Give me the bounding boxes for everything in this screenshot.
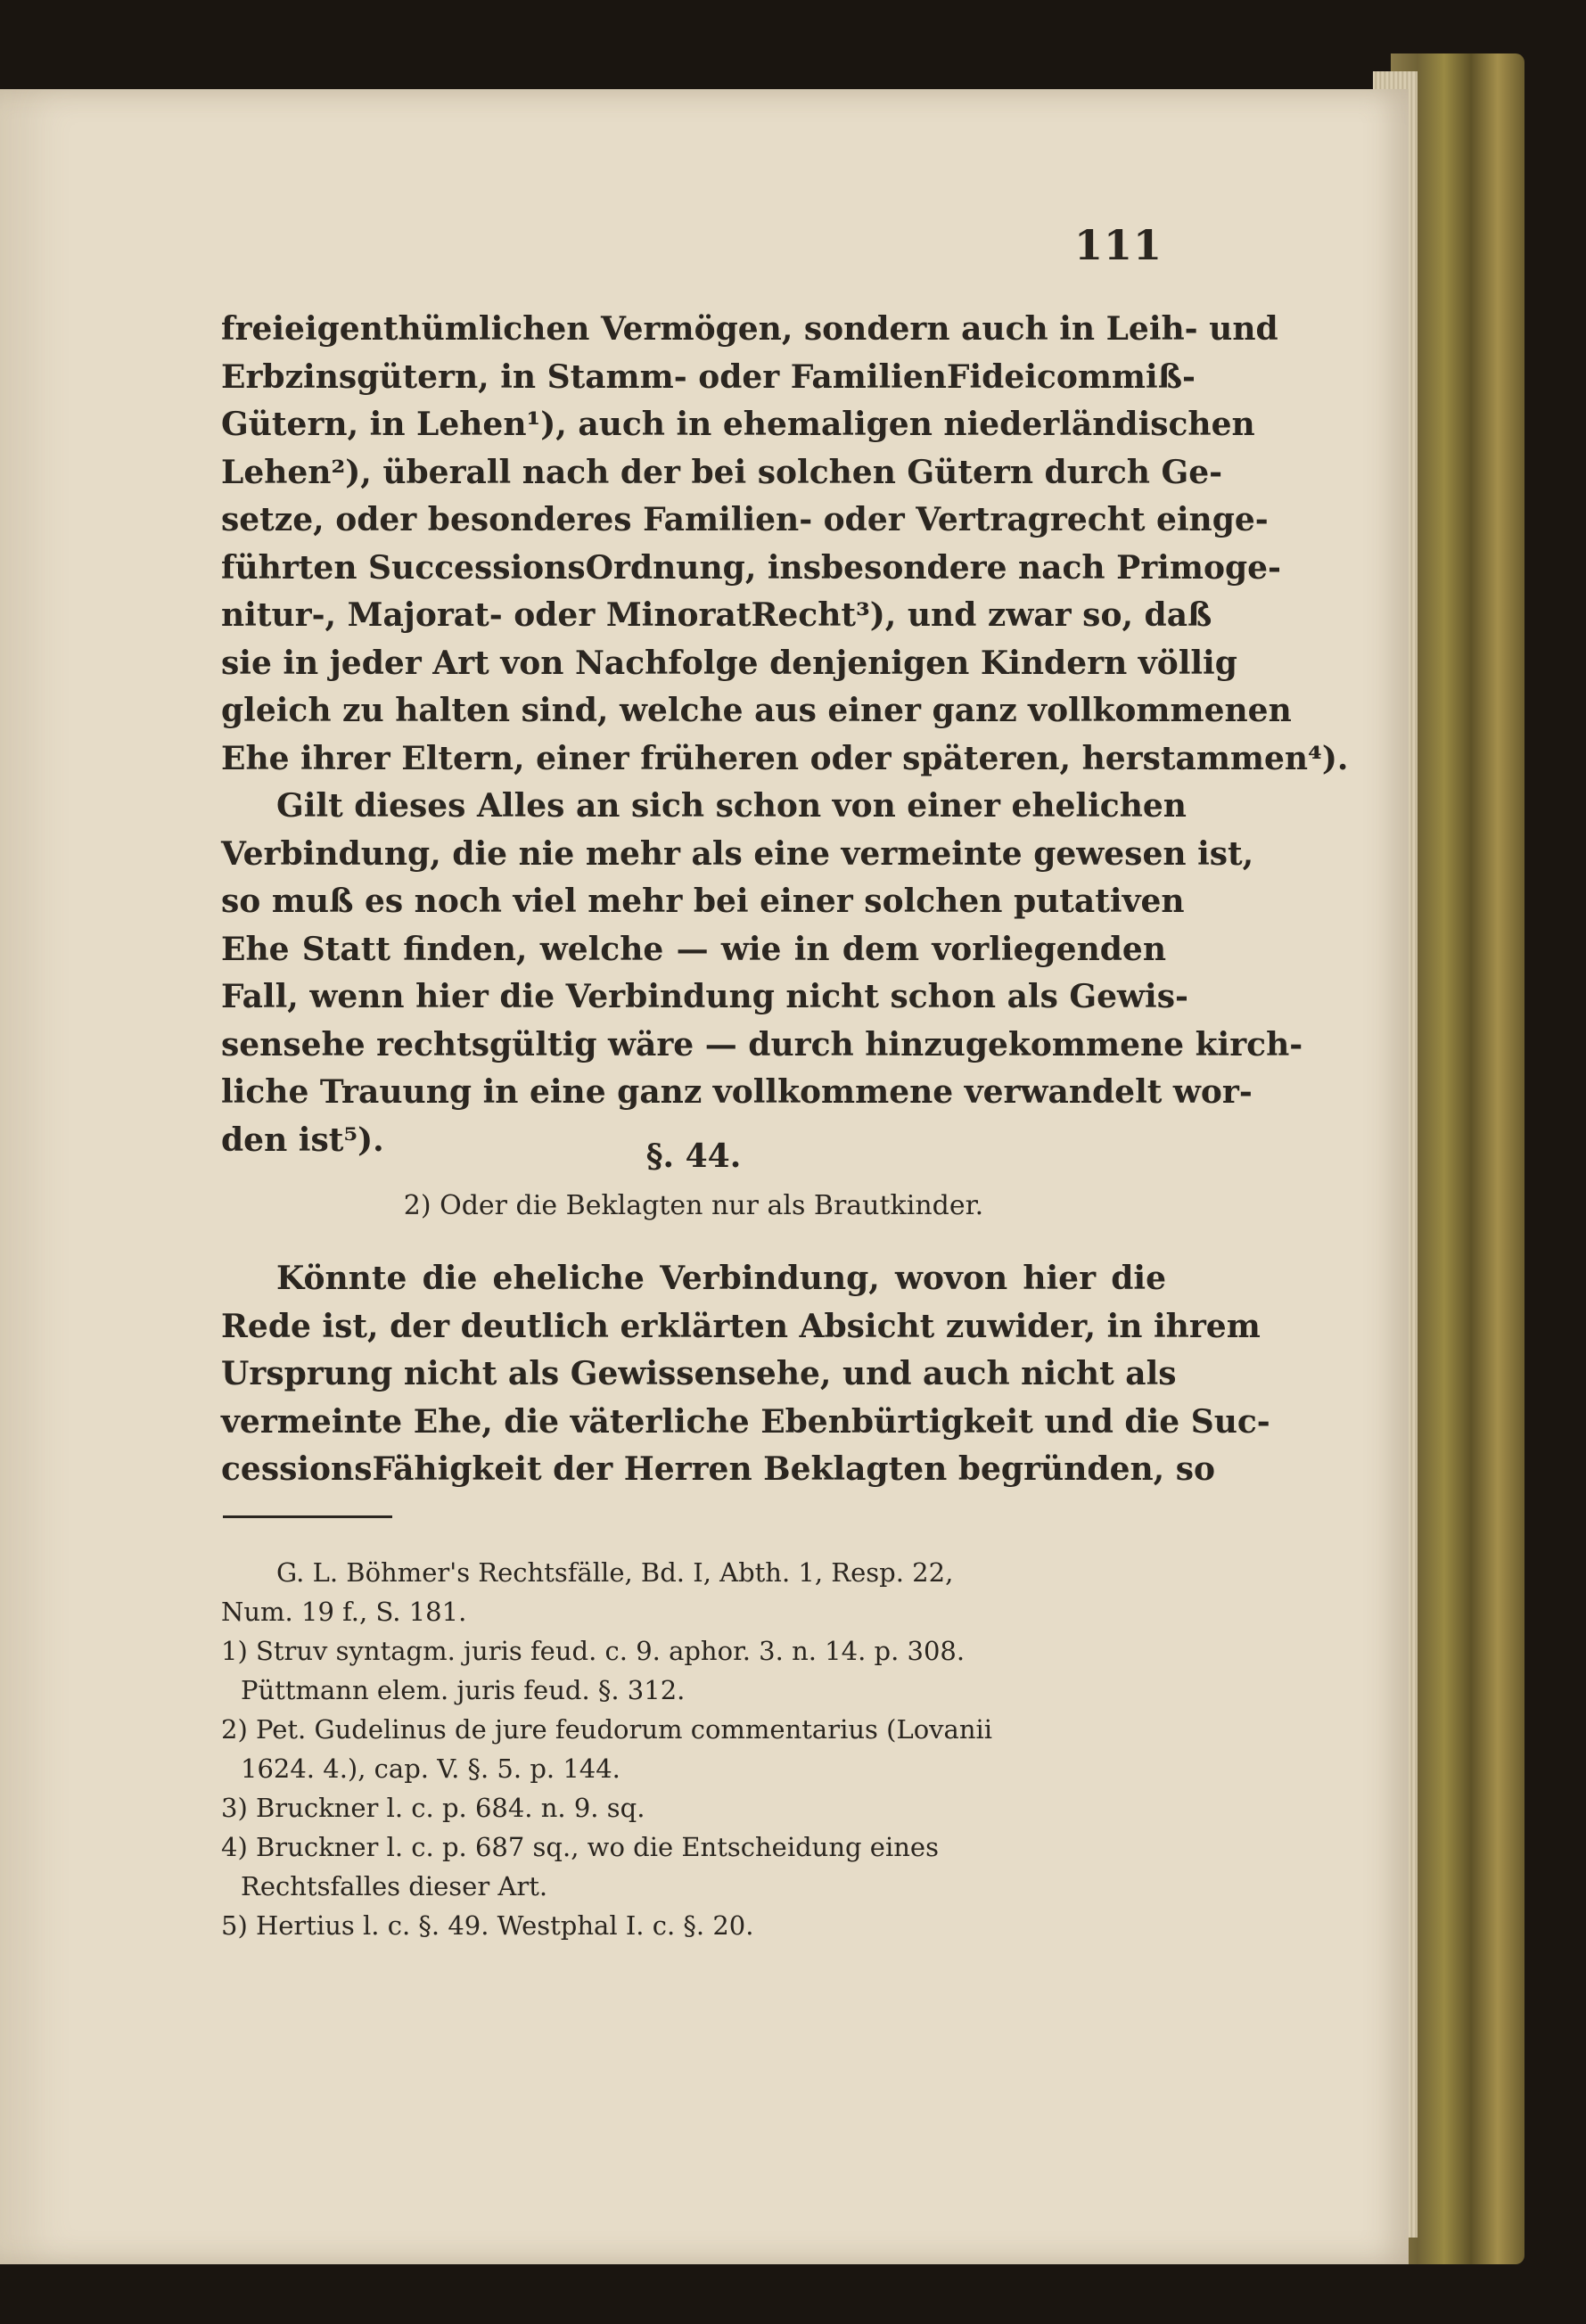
text-line: so muß es noch viel mehr bei einer solchen putativen — [221, 883, 1185, 920]
text-line: Lehen²), überall nach der bei solchen Gütern durch Ge- — [221, 453, 1223, 491]
footnote-1-cont: Püttmann elem. juris feud. §. 312. — [241, 1675, 686, 1705]
text-line: liche Trauung in eine ganz vollkommene verwandelt wor- — [221, 1073, 1253, 1111]
text-line: Gütern, in Lehen¹), auch in ehemaligen niederländischen — [221, 406, 1255, 443]
footnote-3: 3) Bruckner l. c. p. 684. n. 9. sq. — [221, 1793, 645, 1823]
text-line: sensehe rechtsgültig wäre — durch hinzugekommene kirch- — [221, 1025, 1303, 1063]
footnote-2-cont: 1624. 4.), cap. V. §. 5. p. 144. — [241, 1753, 620, 1784]
footnotes — [221, 1553, 1166, 1945]
text-line: Ehe ihrer Eltern, einer früheren oder späteren, herstammen⁴). — [221, 739, 1349, 777]
text-line: den ist⁵). — [221, 1121, 384, 1159]
text-line: Könnte die eheliche Verbindung, wovon hier die — [276, 1260, 1166, 1297]
text-line: Ehe Statt finden, welche — wie in dem vorliegenden — [221, 930, 1166, 968]
text-line: nitur-, Majorat- oder MinoratRecht³), und zwar so, daß — [221, 596, 1212, 634]
text-line: freieigenthümlichen Vermögen, sondern auch in Leih- und — [221, 310, 1278, 348]
text-line: Rede ist, der deutlich erklärten Absicht zuwider, in ihrem — [221, 1307, 1261, 1345]
text-line: cessionsFähigkeit der Herren Beklagten begründen, so — [221, 1450, 1215, 1488]
footnote-5: 5) Hertius l. c. §. 49. Westphal I. c. §. 20. — [221, 1910, 754, 1941]
footnote-source-cont: Num. 19 f., S. 181. — [221, 1597, 467, 1627]
text-line: Fall, wenn hier die Verbindung nicht schon als Gewis- — [221, 978, 1188, 1015]
text-line: sie in jeder Art von Nachfolge denjenigen Kindern völlig — [221, 644, 1237, 682]
text-line: Verbindung, die nie mehr als eine vermeinte gewesen ist, — [221, 834, 1254, 873]
page-number: 111 — [1074, 221, 1163, 269]
footnote-4: 4) Bruckner l. c. p. 687 sq., wo die Entscheidung eines — [221, 1832, 939, 1862]
footnote-source: G. L. Böhmer's Rechtsfälle, Bd. I, Abth. 1, Resp. 22, — [276, 1557, 954, 1588]
paragraph-3 — [221, 1255, 1270, 1494]
text-line: setze, oder besonderes Familien- oder Vertragrecht einge- — [221, 501, 1269, 538]
footnote-2: 2) Pet. Gudelinus de jure feudorum commentarius (Lovanii — [221, 1714, 993, 1745]
text-line: Gilt dieses Alles an sich schon von einer ehelichen — [276, 787, 1187, 825]
text-line: Erbzinsgütern, in Stamm- oder FamilienFideicommiß- — [221, 357, 1196, 396]
section-heading: §. 44. — [645, 1137, 742, 1175]
footnote-4-cont: Rechtsfalles dieser Art. — [241, 1871, 548, 1901]
footnote-divider — [223, 1515, 392, 1518]
section-subtitle: 2) Oder die Beklagten nur als Brautkinder. — [403, 1190, 984, 1221]
text-line: führten SuccessionsOrdnung, insbesondere nach Primoge- — [221, 548, 1281, 587]
paragraph-1 — [221, 306, 1349, 1164]
footnote-1: 1) Struv syntagm. juris feud. c. 9. aphor. 3. n. 14. p. 308. — [221, 1636, 966, 1666]
text-line: Ursprung nicht als Gewissensehe, und auch nicht als — [221, 1355, 1177, 1392]
text-line: vermeinte Ehe, die väterliche Ebenbürtigkeit und die Suc- — [221, 1402, 1270, 1441]
text-line: gleich zu halten sind, welche aus einer ganz vollkommenen — [221, 692, 1292, 729]
